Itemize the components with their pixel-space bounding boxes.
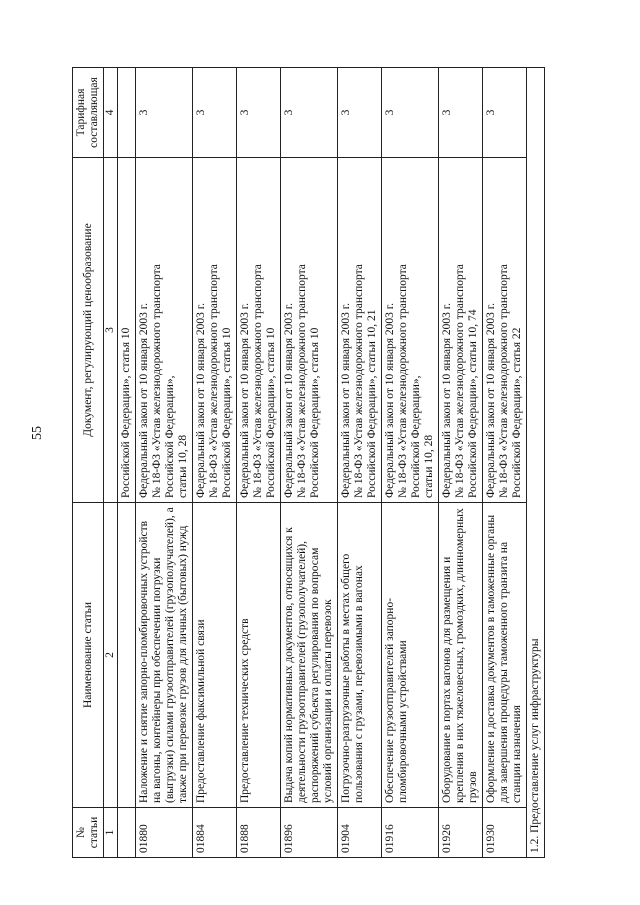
regulating-document-cell	[439, 158, 483, 503]
column-numbers-row	[104, 68, 118, 858]
table-row	[136, 68, 193, 858]
regulating-document-cell	[237, 158, 281, 503]
article-name-cell: Наложение и снятие запорно-пломбировочных устройств на вагоны, контейнеры при обеспечении погрузки (выгрузки) силами грузоотправителей (грузополучателей), а также при перевозке грузов для личных (бытовых) нужд	[136, 503, 193, 808]
article-number-cell: 01888	[237, 808, 281, 858]
carryover-tariff-cell	[118, 68, 136, 158]
tariff-component-cell: 3	[136, 68, 193, 158]
regulating-document-cell	[193, 158, 237, 503]
document-line: Федеральный закон от 10 января 2003 г.	[384, 302, 396, 498]
article-name-cell: Предоставление факсимильной связи	[193, 503, 237, 808]
article-name-cell: Выдача копий нормативных документов, относящихся к деятельности грузоотправителей (грузополучателей), распоряжений субъекта регулирования по вопросам условий организации и оплаты перевозок	[281, 503, 338, 808]
tariff-component-cell: 3	[281, 68, 338, 158]
document-line: Федеральный закон от 10 января 2003 г.	[283, 302, 295, 498]
tariff-table	[72, 67, 545, 858]
article-number-cell: 01930	[483, 808, 527, 858]
tariff-component-cell: 3	[382, 68, 439, 158]
header-name: Наименование статьи	[73, 503, 104, 808]
document-line: № 18-ФЗ «Устав железнодорожного транспорта	[296, 264, 308, 498]
document-line: Федеральный закон от 10 января 2003 г.	[195, 302, 207, 498]
article-number-cell: 01916	[382, 808, 439, 858]
document-line: статьи 10, 28	[423, 434, 435, 498]
table-row	[382, 68, 439, 858]
table-row	[281, 68, 338, 858]
header-tariff: Тарифная составляющая	[73, 68, 104, 158]
page-number: 55	[30, 426, 45, 440]
document-line: Федеральный закон от 10 января 2003 г.	[340, 302, 352, 498]
regulating-document-cell	[281, 158, 338, 503]
tariff-component-cell: 3	[439, 68, 483, 158]
article-name-cell: Оборудование в портах вагонов для размещения и крепления в них тяжеловесных, громоздких, длинномерных грузов	[439, 503, 483, 808]
document-line: № 18-ФЗ «Устав железнодорожного транспорта	[252, 264, 264, 498]
document-line: Российской Федерации», статьи 10, 21	[366, 309, 378, 498]
document-line: № 18-ФЗ «Устав железнодорожного транспорта	[454, 264, 466, 498]
tariff-component-cell: 3	[338, 68, 382, 158]
document-line: Российской Федерации», статьи 10, 74	[467, 309, 479, 498]
document-line: Российской Федерации»,	[410, 375, 422, 498]
document-line: Российской Федерации», статья 22	[511, 327, 523, 498]
table-row	[338, 68, 382, 858]
section-row	[527, 68, 545, 858]
column-number: 2	[104, 503, 118, 808]
document-line: Федеральный закон от 10 января 2003 г.	[138, 302, 150, 498]
document-line: № 18-ФЗ «Устав железнодорожного транспорта	[397, 264, 409, 498]
document-line: Федеральный закон от 10 января 2003 г.	[239, 302, 251, 498]
tariff-component-cell: 3	[193, 68, 237, 158]
article-name-cell: Предоставление технических средств	[237, 503, 281, 808]
article-number-cell: 01926	[439, 808, 483, 858]
document-line: Российской Федерации», статья 10	[309, 327, 321, 498]
carryover-document-cell: Российской Федерации», статья 10	[118, 158, 136, 503]
document-line: № 18-ФЗ «Устав железнодорожного транспорта	[498, 264, 510, 498]
tariff-component-cell: 3	[237, 68, 281, 158]
regulating-document-cell	[136, 158, 193, 503]
document-sheet	[72, 68, 547, 858]
document-line: № 18-ФЗ «Устав железнодорожного транспорта	[353, 264, 365, 498]
regulating-document-cell	[483, 158, 527, 503]
header-number: № статьи	[73, 808, 104, 858]
document-line: Российской Федерации»,	[164, 375, 176, 498]
regulating-document-cell	[338, 158, 382, 503]
article-number-cell: 01880	[136, 808, 193, 858]
table-row	[237, 68, 281, 858]
regulating-document-cell	[382, 158, 439, 503]
article-name-cell: Оформление и доставка документов в таможенные органы для завершения процедуры таможенного транзита на станции назначения	[483, 503, 527, 808]
document-line: Федеральный закон от 10 января 2003 г.	[485, 302, 497, 498]
table-header-row	[73, 68, 104, 858]
article-number-cell: 01884	[193, 808, 237, 858]
document-line: Российской Федерации», статья 10	[265, 327, 277, 498]
header-document: Документ, регулирующий ценообразование	[73, 158, 104, 503]
column-number: 3	[104, 158, 118, 503]
table-row	[439, 68, 483, 858]
article-number-cell: 01896	[281, 808, 338, 858]
document-line: № 18-ФЗ «Устав железнодорожного транспорта	[151, 264, 163, 498]
carryover-code-cell	[118, 808, 136, 858]
article-name-cell: Обеспечение грузоотправителей запорно-пломбировочными устройствами	[382, 503, 439, 808]
document-line: Федеральный закон от 10 января 2003 г.	[441, 302, 453, 498]
tariff-component-cell: 3	[483, 68, 527, 158]
article-number-cell: 01904	[338, 808, 382, 858]
table-row	[193, 68, 237, 858]
article-name-cell: Погрузочно-разгрузочные работы в местах общего пользования с грузами, перевозимыми в вагонах	[338, 503, 382, 808]
column-number: 4	[104, 68, 118, 158]
section-heading: 1.2. Предоставление услуг инфраструктуры	[527, 68, 545, 858]
carryover-row	[118, 68, 136, 858]
table-row	[483, 68, 527, 858]
document-line: № 18-ФЗ «Устав железнодорожного транспорта	[208, 264, 220, 498]
carryover-name-cell	[118, 503, 136, 808]
document-line: статьи 10, 28	[177, 434, 189, 498]
document-line: Российской Федерации», статья 10	[221, 327, 233, 498]
column-number: 1	[104, 808, 118, 858]
